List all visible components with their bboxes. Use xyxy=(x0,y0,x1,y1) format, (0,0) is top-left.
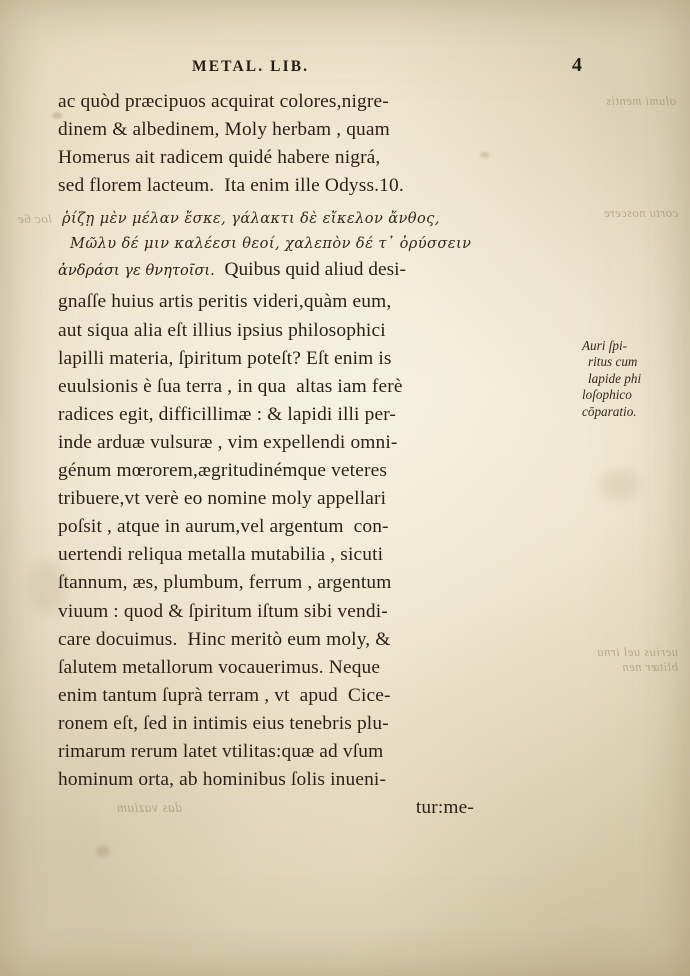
catchword-line: tur:me- xyxy=(415,797,474,819)
text-line: tribuere,vt verè eo nomine moly appellari xyxy=(58,488,387,510)
body-text xyxy=(58,88,478,822)
text-line: ac quòd præcipuos acquirat colores,nigre- xyxy=(58,91,389,112)
text-line: poſsit , atque in aurum,vel argentum con- xyxy=(58,516,389,538)
text-line: génum mœrorem,ægritudinémque veteres xyxy=(58,460,388,482)
paper-stain xyxy=(96,846,110,856)
text-line: viuum : quod & ſpiritum iſtum sibi vendi- xyxy=(58,600,388,622)
paper-stain xyxy=(600,470,640,500)
text-line: Quibus quid aliud desi- xyxy=(214,259,406,281)
marginal-note-line: lapide phi xyxy=(588,370,642,386)
marginal-note-line: cōparatio. xyxy=(582,403,637,419)
showthrough-mid-right: cortu noscere xyxy=(603,206,678,220)
marginal-note-line: Auri ſpi- xyxy=(582,338,628,353)
text-line: radices egit, difficillimæ : & lapidi illi per- xyxy=(58,403,397,425)
greek-quotation-line: ἀνδράσι γε θνητοῖσι. xyxy=(58,262,215,280)
text-line: enim tantum ſuprà terram , vt apud Cice- xyxy=(58,684,391,706)
text-line: aut siqua alia eſt illius ipsius philosophici xyxy=(58,319,386,341)
showthrough-top-right: olumi mentis xyxy=(605,94,676,108)
paper-stain xyxy=(480,152,489,158)
text-line: inde arduæ vulsuræ , vim expellendi omni- xyxy=(58,431,398,453)
text-line: ſtannum, æs, plumbum, ferrum , argentum xyxy=(58,572,392,594)
greek-latin-mixed-line xyxy=(58,256,478,285)
text-line: rimarum rerum latet vtilitas:quæ ad vſum xyxy=(58,740,384,762)
text-line: gnaſſe huius artis peritis videri,quàm eum, xyxy=(58,291,392,313)
greek-quotation-line: Μῶλυ δέ μιν καλέεσι θεοί, χαλεπὸν δέ τ᾽ ὀρύσσειν xyxy=(70,234,472,252)
showthrough-bottom-left: das vazium xyxy=(116,800,182,815)
text-line: Homerus ait radicem quidé habere nigrá, xyxy=(58,147,381,169)
marginal-note xyxy=(582,338,668,420)
marginal-note-line: loſophico xyxy=(582,387,632,403)
text-line: euulsionis è ſua terra , in qua altas iam ferè xyxy=(58,375,403,397)
greek-quotation-line: ῥίζῃ μὲν μέλαν ἔσκε, γάλακτι δὲ εἴκελον ἄνθος, xyxy=(62,210,440,228)
marginal-note-line: ritus cum xyxy=(588,354,638,370)
text-line: dinem & albedinem, Moly herbam , quam xyxy=(58,119,390,141)
running-head xyxy=(96,54,596,80)
text-line: ronem eſt, ſed in intimis eius tenebris plu- xyxy=(58,712,389,734)
text-line: ſalutem metallorum vocauerimus. Neque xyxy=(58,656,381,678)
text-line: sed florem lacteum. Ita enim ille Odyss.10. xyxy=(58,175,404,197)
text-line: hominum orta, ab hominibus ſolis inueni- xyxy=(58,769,387,791)
text-line: lapilli materia, ſpiritum poteſt? Eſt enim is xyxy=(58,347,392,369)
showthrough-bottom-right: uerius uel irnu blitær nen xyxy=(596,645,678,674)
running-head-title: METAL. LIB. xyxy=(192,58,310,75)
folio-number: 4 xyxy=(572,54,582,76)
text-line: uertendi reliqua metalla mutabilia , sicuti xyxy=(58,544,384,566)
showthrough-left-margin: loc 6e xyxy=(17,211,52,226)
text-line: care docuimus. Hinc meritò eum moly, & xyxy=(58,628,391,650)
